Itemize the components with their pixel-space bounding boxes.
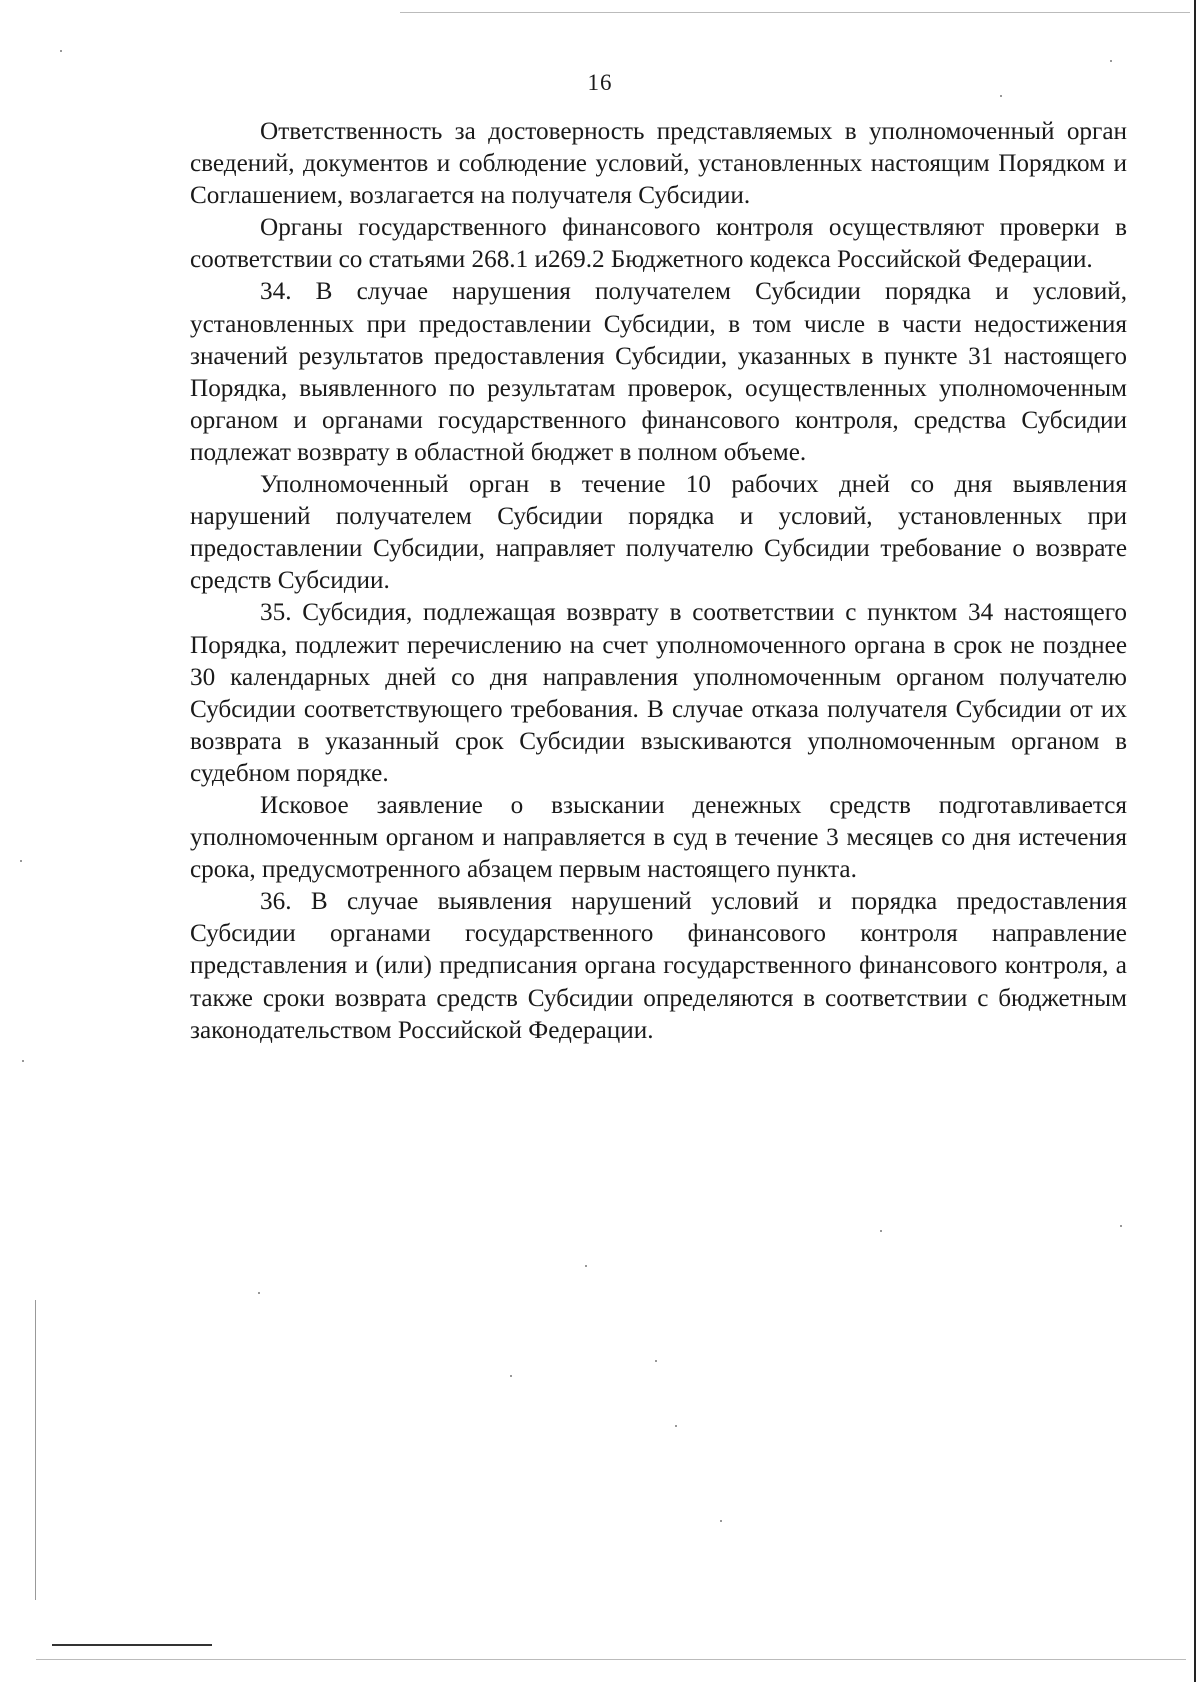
document-body — [190, 116, 1127, 1047]
paragraph-item-34: 34. В случае нарушения получателем Субсидии порядка и условий, установленных при предоставлении Субсидии, в том числе в части недостижения значений результатов предоставления Субсидии, указанных в пункте 31 настоящего Порядка, выявленного по результатам проверок, осуществленных уполномоченным органом и органами государственного финансового контроля, средства Субсидии подлежат возврату в областной бюджет в полном объеме. — [190, 278, 1127, 466]
paragraph-item-36: 36. В случае выявления нарушений условий и порядка предоставления Субсидии органами государственного финансового контроля направление представления и (или) предписания органа государственного финансового контроля, а также сроки возврата средств Субсидии определяются в соответствии с бюджетным законодательством Российской Федерации. — [190, 888, 1127, 1044]
scan-speck — [258, 1292, 260, 1294]
scan-speck — [675, 1425, 677, 1427]
scan-mark-bottom — [52, 1644, 212, 1646]
scan-speck — [720, 1520, 722, 1522]
scan-edge-bottom — [36, 1659, 1186, 1660]
paragraph-demand-return: Уполномоченный орган в течение 10 рабочих дней со дня выявления нарушений получателем Субсидии порядка и условий, установленных при предоставлении Субсидии, направляет получателю Субсидии требование о возврате средств Субсидии. — [190, 471, 1127, 595]
scan-speck — [585, 1265, 587, 1267]
scan-speck — [655, 1360, 657, 1362]
paragraph-control-bodies: Органы государственного финансового контроля осуществляют проверки в соответствии со статьями 268.1 и269.2 Бюджетного кодекса Российской Федерации. — [190, 214, 1127, 274]
page-number: 16 — [587, 70, 613, 95]
scan-edge-right — [1194, 0, 1196, 1682]
scan-speck — [1120, 1225, 1122, 1227]
scan-speck — [22, 1060, 24, 1062]
scan-speck — [510, 1375, 512, 1377]
scan-speck — [880, 1230, 882, 1232]
paragraph-lawsuit: Исковое заявление о взыскании денежных средств подготавливается уполномоченным органом и направляется в суд в течение 3 месяцев со дня истечения срока, предусмотренного абзацем первым настоящего пункта. — [190, 791, 1127, 884]
paragraph-responsibility: Ответственность за достоверность представляемых в уполномоченный орган сведений, документов и соблюдение условий, установленных настоящим Порядком и Соглашением, возлагается на получателя Субсидии. — [190, 118, 1127, 210]
scan-speck — [20, 860, 22, 862]
scan-edge-left — [35, 1300, 36, 1600]
scan-edge-top — [400, 12, 1190, 13]
scan-speck — [1110, 60, 1112, 62]
scan-speck — [1000, 95, 1002, 97]
paragraph-item-35: 35. Субсидия, подлежащая возврату в соответствии с пунктом 34 настоящего Порядка, подлежит перечислению на счет уполномоченного органа в срок не позднее 30 календарных дней со дня направления уполномоченным органом получателю Субсидии соответствующего требования. В случае отказа получателя Субсидии от их возврата в указанный срок Субсидии взыскиваются уполномоченным органом в судебном порядке. — [190, 599, 1127, 787]
scan-speck — [60, 50, 62, 52]
